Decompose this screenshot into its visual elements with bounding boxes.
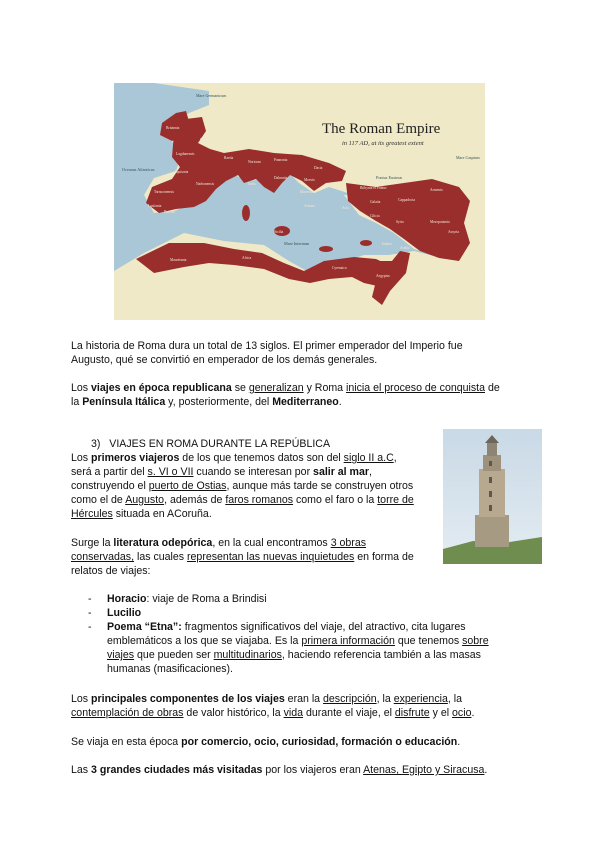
map-title: The Roman Empire bbox=[322, 121, 441, 137]
text: será a partir del bbox=[71, 466, 148, 478]
map-sea-label: Pontus Euxinus bbox=[376, 175, 403, 180]
province-label: Moesia bbox=[304, 178, 315, 182]
province-label: Lugdunensis bbox=[176, 152, 195, 156]
province-label: Achaea bbox=[304, 204, 315, 208]
underlined-text: puerto de Ostias bbox=[148, 480, 227, 492]
underlined-text: Hércules bbox=[71, 508, 113, 520]
list-item-etna bbox=[88, 620, 489, 676]
bold-text: Península Itálica bbox=[82, 396, 166, 408]
text: , la bbox=[447, 693, 463, 705]
bold-text: Poema “Etna”: bbox=[107, 621, 182, 633]
text: construyendo el bbox=[71, 480, 149, 492]
paragraph-components-line-1 bbox=[71, 692, 462, 706]
text: de valor histórico, la bbox=[183, 707, 284, 719]
paragraph-travelers-line-1 bbox=[71, 451, 397, 465]
text: de bbox=[485, 382, 500, 394]
text: Los bbox=[71, 382, 92, 394]
province-label: Cyrenaica bbox=[332, 266, 347, 270]
province-label: Pannonia bbox=[274, 158, 288, 162]
map-subtitle: in 117 AD, at its greatest extent bbox=[342, 140, 424, 147]
text: Las bbox=[71, 764, 92, 776]
province-label: Cilicia bbox=[370, 214, 380, 218]
paragraph-travelers-line-4 bbox=[71, 493, 414, 507]
tower-base bbox=[475, 515, 509, 547]
heading-number: 3) bbox=[91, 438, 101, 450]
paragraph-republican-line-2 bbox=[71, 395, 342, 409]
paragraph-travelers-line-3 bbox=[71, 479, 413, 493]
paragraph-literature-line-2 bbox=[71, 550, 414, 564]
text: , haciendo referencia también a las masas bbox=[281, 649, 481, 661]
underlined-text: sobre bbox=[462, 635, 489, 647]
text: como el faro o la bbox=[293, 494, 378, 506]
text: Se viaja en esta época bbox=[71, 736, 182, 748]
underlined-text: contemplación de obras bbox=[71, 707, 184, 719]
province-label: Africa bbox=[242, 256, 252, 260]
text: que tenemos bbox=[394, 635, 463, 647]
map-cyprus bbox=[360, 240, 372, 246]
underlined-text: inicia el proceso de conquista bbox=[346, 382, 485, 394]
text: eran la bbox=[284, 693, 324, 705]
heading-text: VIAJES EN ROMA DURANTE LA REPÚBLICA bbox=[109, 438, 331, 450]
map-sea-label: Mare Germanicum bbox=[196, 93, 227, 98]
paragraph-republican-line-1 bbox=[71, 381, 500, 395]
intro-line-1: La historia de Roma dura un total de 13 siglos. El primer emperador del Imperio fue bbox=[71, 340, 463, 352]
province-label: Noricum bbox=[248, 160, 261, 164]
underlined-text: primera información bbox=[301, 635, 395, 647]
text: en forma de bbox=[354, 551, 414, 563]
tower-window bbox=[489, 477, 492, 483]
bold-text: Mediterraneo bbox=[272, 396, 339, 408]
bold-text: literatura odepórica bbox=[113, 537, 213, 549]
list-item-horacio bbox=[88, 592, 489, 606]
province-label: Galatia bbox=[370, 200, 381, 204]
text: . bbox=[471, 707, 475, 719]
text: : viaje de Roma a Brindisi bbox=[146, 593, 267, 605]
underlined-text: faros romanos bbox=[225, 494, 294, 506]
province-label: Iudaea bbox=[382, 242, 392, 246]
tower-window bbox=[489, 491, 492, 497]
underlined-text: conservadas, bbox=[71, 551, 135, 563]
text: las cuales bbox=[134, 551, 188, 563]
underlined-text: s. VI o VII bbox=[147, 466, 194, 478]
text: Los bbox=[71, 452, 92, 464]
underlined-text: multitudinarios bbox=[213, 649, 282, 661]
province-label: Bithynia et Pontus bbox=[360, 186, 387, 190]
paragraph-reasons bbox=[71, 735, 460, 749]
text: situada en ACoruña. bbox=[112, 508, 212, 520]
province-label: Mauretania bbox=[170, 258, 187, 262]
province-label: Asia bbox=[342, 206, 349, 210]
text: como el de bbox=[71, 494, 126, 506]
paragraph-literature-line-1 bbox=[71, 536, 366, 550]
list-item-lucilio bbox=[88, 606, 489, 620]
text: la bbox=[71, 396, 83, 408]
paragraph-components-line-2 bbox=[71, 706, 474, 720]
tower-lantern bbox=[487, 443, 497, 456]
text: Surge la bbox=[71, 537, 114, 549]
underlined-text: representan las nuevas inquietudes bbox=[187, 551, 355, 563]
text: , aunque más tarde se construyen otros bbox=[226, 480, 414, 492]
bold-text: por comercio, ocio, curiosidad, formación o educación bbox=[181, 736, 458, 748]
text: de los que tenemos datos son del bbox=[179, 452, 344, 464]
province-label: Armenia bbox=[430, 188, 443, 192]
paragraph-literature-line-3: relatos de viajes: bbox=[71, 565, 151, 577]
text: . bbox=[338, 396, 342, 408]
list-dash: - bbox=[88, 593, 92, 605]
province-label: Belgica bbox=[200, 138, 211, 142]
text: y Roma bbox=[303, 382, 347, 394]
province-label: Mesopotamia bbox=[430, 220, 450, 224]
text: . bbox=[457, 736, 461, 748]
province-label: Thracia bbox=[326, 184, 337, 188]
province-label: Italia bbox=[248, 182, 256, 186]
paragraph-travelers-line-2 bbox=[71, 465, 372, 479]
province-label: Arabia bbox=[400, 246, 410, 250]
text: , la bbox=[376, 693, 394, 705]
text: y el bbox=[429, 707, 453, 719]
text: emblemáticos a los que se viajaba. Es la bbox=[107, 635, 302, 647]
province-label: Assyria bbox=[448, 230, 459, 234]
province-label: Tarraconensis bbox=[154, 190, 174, 194]
province-label: Raetia bbox=[224, 156, 234, 160]
province-label: Macedonia bbox=[300, 190, 316, 194]
intro-line-2: Augusto, qué se convirtió en emperador de los demás generales. bbox=[71, 354, 378, 366]
bold-text: primeros viajeros bbox=[91, 452, 180, 464]
text: por los viajeros eran bbox=[262, 764, 364, 776]
text: humanas (masificaciones). bbox=[107, 663, 233, 675]
underlined-text: ocio bbox=[452, 707, 472, 719]
text: se bbox=[231, 382, 249, 394]
text: , en la cual encontramos bbox=[212, 537, 331, 549]
text: . bbox=[484, 764, 488, 776]
underlined-text: descripción bbox=[323, 693, 377, 705]
bold-text: Horacio bbox=[107, 593, 147, 605]
underlined-text: generalizan bbox=[248, 382, 304, 394]
text: cuando se interesan por bbox=[193, 466, 314, 478]
underlined-text: disfrute bbox=[394, 707, 430, 719]
underlined-text: experiencia bbox=[393, 693, 448, 705]
map-creta bbox=[319, 246, 333, 252]
underlined-text: torre de bbox=[377, 494, 414, 506]
province-label: Aquitania bbox=[174, 170, 189, 174]
province-label: Baetica bbox=[164, 210, 175, 214]
province-label: Sicilia bbox=[274, 230, 284, 234]
text: fragmentos significativos del viaje, del atractivo, cita lugares bbox=[181, 621, 466, 633]
bold-text: Lucilio bbox=[107, 607, 142, 619]
text: , bbox=[393, 452, 397, 464]
map-sea-label: Oceanus Atlanticus bbox=[122, 167, 155, 172]
province-label: Lusitania bbox=[148, 204, 162, 208]
list-dash: - bbox=[88, 607, 92, 619]
underlined-text: Atenas, Egipto y Siracusa bbox=[363, 764, 485, 776]
text: y, posteriormente, del bbox=[165, 396, 273, 408]
tower-of-hercules-photo bbox=[443, 429, 542, 564]
map-sea-label: Mare Caspium bbox=[456, 155, 480, 160]
text: durante el viaje, el bbox=[303, 707, 395, 719]
underlined-text: 3 obras bbox=[330, 537, 367, 549]
underlined-text: Augusto bbox=[125, 494, 165, 506]
underlined-text: siglo II a.C bbox=[343, 452, 394, 464]
text: , además de bbox=[164, 494, 226, 506]
tower-window bbox=[489, 505, 492, 511]
province-label: Dalmatia bbox=[274, 176, 288, 180]
tower-window bbox=[489, 461, 492, 466]
list-dash: - bbox=[88, 621, 92, 633]
text: , bbox=[369, 466, 372, 478]
province-label: Dacia bbox=[314, 166, 323, 170]
text: que pueden ser bbox=[134, 649, 214, 661]
paragraph-cities bbox=[71, 763, 487, 777]
works-list bbox=[88, 592, 489, 676]
section-heading bbox=[91, 437, 330, 451]
bold-text: viajes en época republicana bbox=[91, 382, 232, 394]
text: Los bbox=[71, 693, 92, 705]
paragraph-travelers-line-5 bbox=[71, 507, 212, 521]
province-label: Narbonensis bbox=[196, 182, 214, 186]
underlined-text: vida bbox=[283, 707, 304, 719]
bold-text: salir al mar bbox=[313, 466, 369, 478]
province-label: Aegyptus bbox=[376, 274, 390, 278]
bold-text: 3 grandes ciudades más visitadas bbox=[91, 764, 263, 776]
province-label: Syria bbox=[396, 220, 404, 224]
bold-text: principales componentes de los viajes bbox=[91, 693, 285, 705]
roman-empire-map bbox=[114, 83, 485, 320]
map-sea-label: Mare Internum bbox=[284, 241, 310, 246]
underlined-text: viajes bbox=[107, 649, 135, 661]
province-label: Cappadocia bbox=[398, 198, 415, 202]
map-sardinia bbox=[242, 205, 250, 221]
province-label: Britannia bbox=[166, 126, 180, 130]
